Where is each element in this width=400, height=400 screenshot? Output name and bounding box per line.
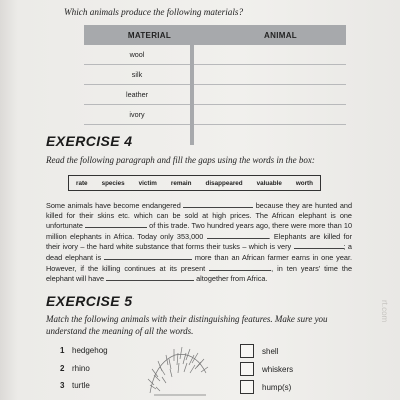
exercise-5-title: EXERCISE 5 — [46, 293, 133, 309]
exercise-4-instruction: Read the following paragraph and fill the gaps using the words in the box: — [46, 155, 315, 165]
feature-item — [240, 362, 293, 376]
feature-checkbox[interactable] — [240, 380, 254, 394]
gap-blank[interactable] — [183, 200, 253, 208]
animal-item — [60, 364, 90, 373]
word-item: species — [101, 179, 125, 187]
gap-blank[interactable] — [207, 231, 269, 239]
feature-label: hump(s) — [262, 382, 292, 392]
word-item: remain — [170, 179, 192, 187]
animal-number: 2 — [60, 364, 65, 373]
animal-number: 3 — [60, 381, 65, 390]
watermark-text: rt.com — [380, 300, 389, 323]
material-cell: silk — [131, 70, 143, 79]
gap-blank[interactable] — [294, 241, 344, 249]
animal-answer-cell[interactable] — [190, 65, 346, 84]
exercise-4-title: EXERCISE 4 — [46, 133, 133, 149]
table-row — [84, 85, 346, 105]
paragraph-text: because they are hunted and killed for their skins etc. which can be sold at high prices. The African elephant is one unfortunate — [46, 201, 353, 231]
animal-item — [60, 346, 108, 355]
animal-answer-cell[interactable] — [190, 45, 346, 64]
gap-blank[interactable] — [209, 263, 271, 271]
paragraph-text: altogether from Africa. — [196, 274, 268, 284]
animal-item — [60, 381, 90, 390]
paragraph-text: more than an African farmer earns in one year. However, if the killing continues at its present — [46, 252, 352, 273]
gap-blank[interactable] — [85, 220, 147, 228]
material-cell: wool — [129, 50, 145, 59]
animal-name: rhino — [72, 364, 90, 373]
table-header — [84, 25, 346, 45]
material-cell: ivory — [129, 110, 145, 119]
animal-number: 1 — [60, 346, 65, 355]
paragraph-text: of this trade. Two hundred years ago, there were more than 10 million elephants in Africa. Today only 353,000 — [46, 221, 353, 241]
feature-item — [240, 344, 278, 358]
paragraph-text: . Elephants are killed for their ivory – the hard white substance that forms their tusks – which is very — [46, 231, 353, 252]
word-item: worth — [295, 179, 313, 187]
table-row — [84, 65, 346, 85]
table-row — [84, 45, 346, 65]
word-item: victim — [138, 179, 157, 187]
animal-answer-cell[interactable] — [190, 85, 346, 104]
animal-answer-cell[interactable] — [190, 105, 346, 124]
question-text: Which animals produce the following materials? — [64, 7, 244, 17]
header-material: MATERIAL — [127, 30, 172, 40]
word-box — [68, 175, 321, 191]
gap-blank[interactable] — [104, 252, 192, 260]
word-item: rate — [76, 179, 88, 187]
paragraph-text: , in ten years' time the elephant will have — [46, 263, 353, 284]
feature-label: whiskers — [262, 364, 294, 374]
material-cell: leather — [126, 90, 148, 99]
paragraph-text: ; a dead elephant is — [46, 242, 352, 262]
gap-fill-paragraph — [46, 200, 352, 284]
word-item: disappeared — [205, 179, 243, 187]
feature-item — [240, 380, 291, 394]
hedgehog-illustration-icon — [140, 333, 210, 400]
table-divider — [190, 45, 194, 145]
feature-label: shell — [262, 346, 279, 356]
word-item: valuable — [256, 179, 282, 187]
table-row — [84, 105, 346, 125]
materials-table — [84, 25, 346, 125]
animal-name: hedgehog — [72, 346, 108, 355]
animal-name: turtle — [72, 381, 90, 390]
header-animal: ANIMAL — [264, 30, 297, 40]
feature-checkbox[interactable] — [240, 344, 254, 358]
paragraph-text: Some animals have become endangered — [46, 201, 181, 210]
exercise-5-instruction: Match the following animals with their distinguishing features. Make sure you understand the meaning of all the words. — [46, 314, 328, 336]
feature-checkbox[interactable] — [240, 362, 254, 376]
gap-blank[interactable] — [106, 273, 194, 281]
